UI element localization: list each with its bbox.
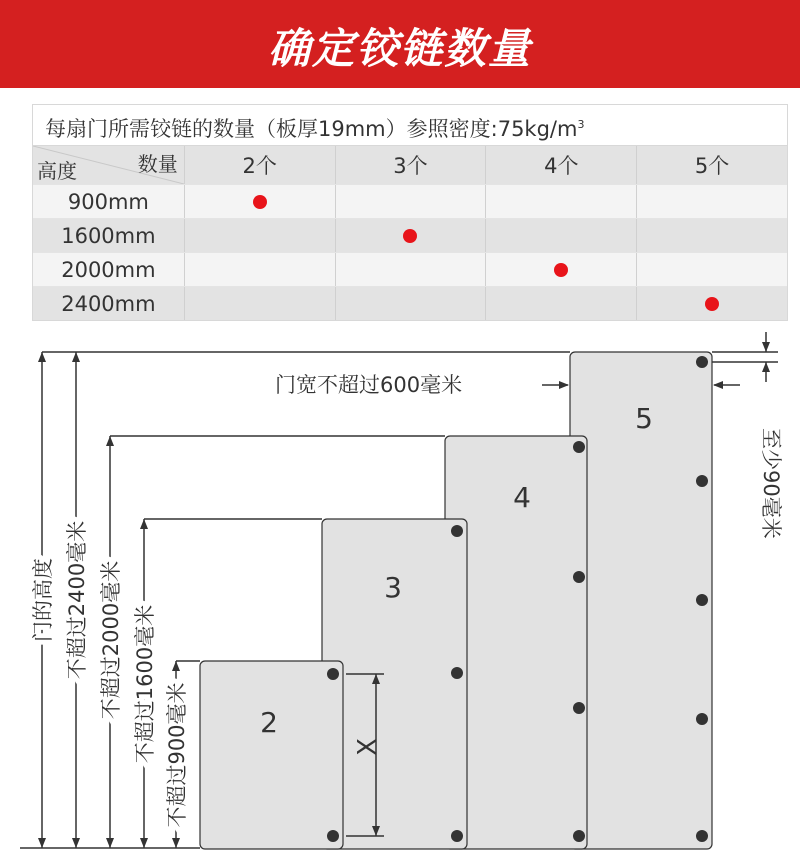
height-label-2000: 不超过2000毫米: [99, 560, 123, 720]
hinge-dot: [573, 571, 585, 583]
hinge-dot: [573, 441, 585, 453]
hinge-dot: [327, 830, 339, 842]
height-label-900: 不超过900毫米: [165, 682, 189, 828]
hinge-dot: [696, 475, 708, 487]
column-header: 2个: [184, 146, 335, 184]
hinge-dot: [451, 667, 463, 679]
hinge-dot: [696, 594, 708, 606]
row-height-label: 2000mm: [61, 257, 156, 282]
door-2: [200, 661, 343, 849]
width-arrow-right: [713, 381, 723, 389]
column-header: 3个: [335, 146, 486, 184]
door-number-2: 2: [260, 706, 278, 739]
door-height-label: 门的高度: [31, 558, 55, 642]
edge-distance-dimension: [712, 332, 778, 382]
hinge-dot: [327, 668, 339, 680]
hinge-dot: [451, 525, 463, 537]
hinge-dot: [696, 713, 708, 725]
row-height-label: 2400mm: [61, 291, 156, 316]
door-number-3: 3: [384, 571, 402, 604]
x-spacing-label: X: [353, 738, 383, 756]
hinge-dot: [573, 830, 585, 842]
height-label-1600: 不超过1600毫米: [133, 604, 157, 764]
edge-distance-note: 至少90毫米: [759, 428, 783, 539]
row-height-label: 900mm: [67, 189, 149, 214]
column-header: 4个: [485, 146, 636, 184]
height-label-2400: 不超过2400毫米: [65, 520, 89, 680]
corner-label-height: 高度: [37, 159, 77, 183]
hinge-dot: [696, 830, 708, 842]
hinge-dot: [573, 702, 585, 714]
hinge-dot: [696, 356, 708, 368]
column-header: 5个: [636, 146, 787, 184]
width-arrow-left: [559, 381, 569, 389]
hinge-dot: [451, 830, 463, 842]
table-title-superscript: 3: [577, 118, 585, 131]
page-title: 确定铰链数量: [267, 24, 532, 73]
door-number-4: 4: [513, 481, 531, 514]
door-number-5: 5: [635, 402, 653, 435]
corner-label-count: 数量: [137, 152, 178, 176]
width-note: 门宽不超过600毫米: [275, 373, 463, 397]
row-height-label: 1600mm: [61, 223, 156, 248]
table-title-text: 每扇门所需铰链的数量（板厚19mm）参照密度:75kg/m: [45, 117, 578, 141]
door-3: [322, 519, 467, 849]
